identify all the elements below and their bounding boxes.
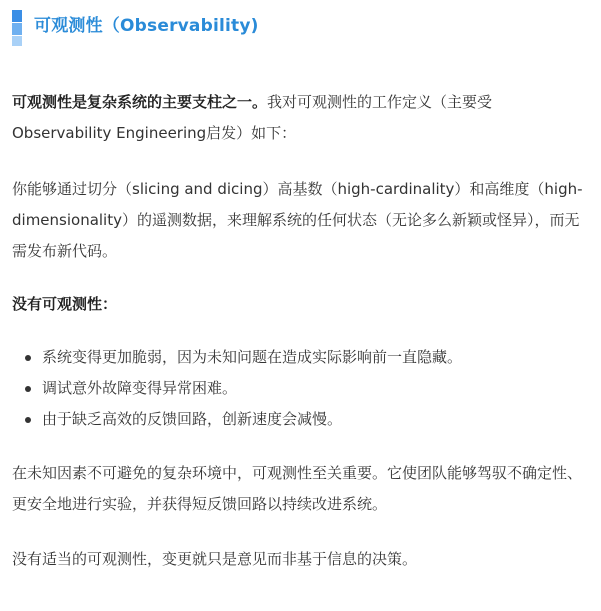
without-heading: 没有可观测性： xyxy=(12,295,118,313)
bullet-icon xyxy=(25,417,31,423)
list-item-text: 系统变得更加脆弱，因为未知问题在造成实际影响前一直隐藏。 xyxy=(42,348,463,366)
intro-text: 我对可观测性的工作定义（主要受Observability Engineering启发）如下： xyxy=(12,93,493,142)
list-item xyxy=(12,373,589,404)
definition-paragraph: 你能够通过切分（slicing and dicing）高基数（high-cardinality）和高维度（high-dimensionality）的遥测数据，来理解系统的任何状态（无论多么新颖或怪异），而无需发布新代码。 xyxy=(12,180,583,260)
list-item xyxy=(12,404,589,435)
closing-paragraph: 没有适当的可观测性，变更就只是意见而非基于信息的决策。 xyxy=(12,550,418,568)
list-item-text: 由于缺乏高效的反馈回路，创新速度会减慢。 xyxy=(42,410,343,428)
intro-bold-lead: 可观测性是复杂系统的主要支柱之一。 xyxy=(12,93,268,111)
list-item xyxy=(12,342,589,373)
importance-paragraph: 在未知因素不可避免的复杂环境中，可观测性至关重要。它使团队能够驾驭不确定性、更安全地进行实验，并获得短反馈回路以持续改进系统。 xyxy=(12,464,583,513)
section-title: 可观测性（Observability) xyxy=(34,15,259,36)
intro-paragraph xyxy=(12,87,589,149)
bullet-icon xyxy=(25,386,31,392)
list-item-text: 调试意外故障变得异常困难。 xyxy=(42,379,238,397)
heading-marker-icon xyxy=(12,10,22,46)
bullet-icon xyxy=(25,355,31,361)
section-heading xyxy=(12,0,589,50)
without-list xyxy=(12,342,589,435)
